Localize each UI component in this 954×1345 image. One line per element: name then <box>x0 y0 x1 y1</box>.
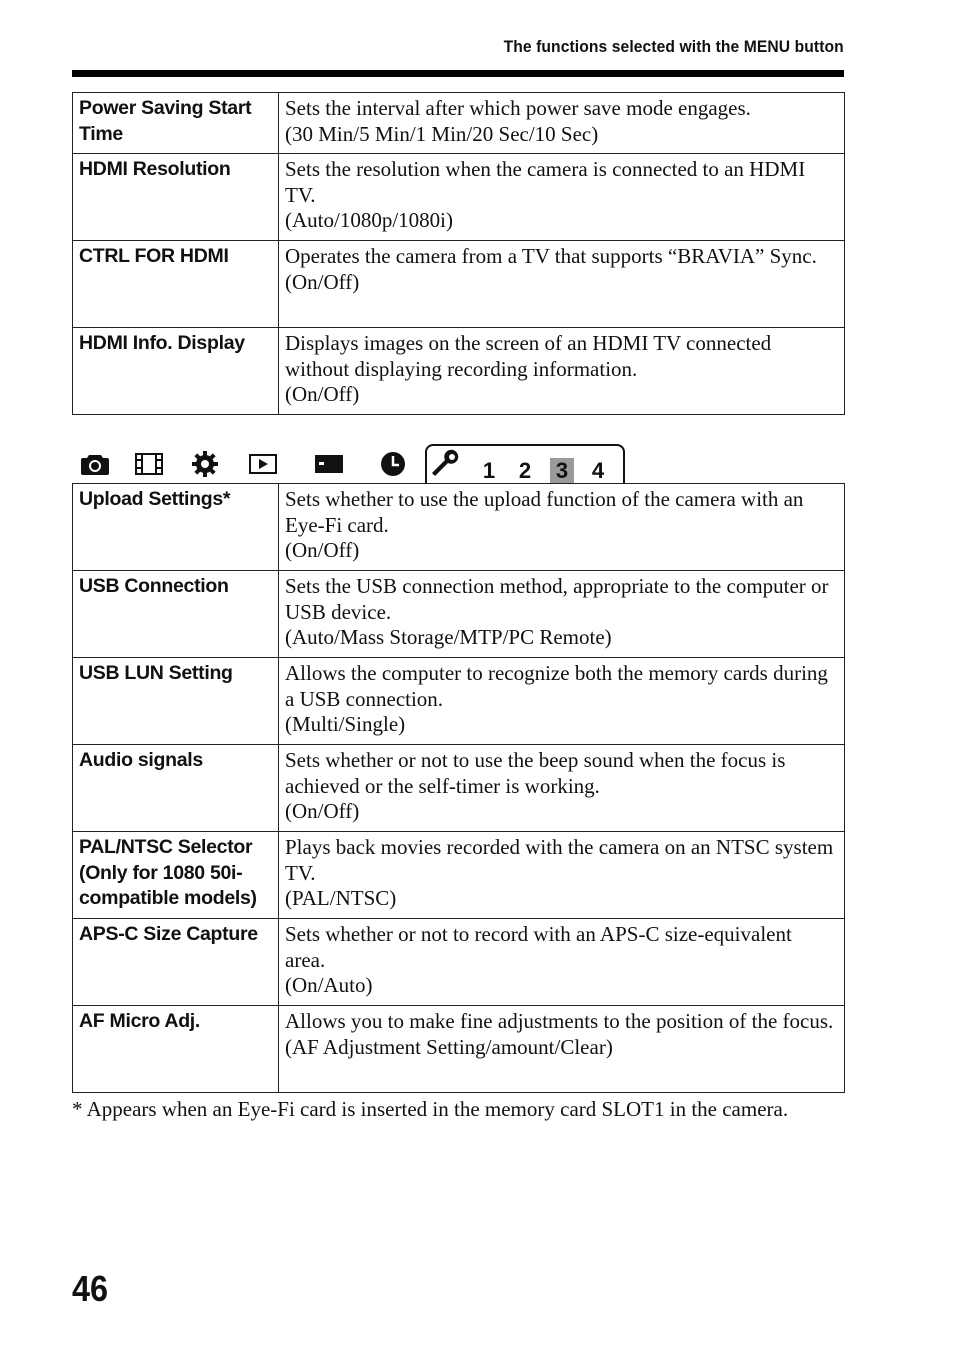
setting-description <box>279 241 845 328</box>
description-text: Sets the resolution when the camera is connected to an HDMI TV. <box>285 157 806 207</box>
description-text: Sets the USB connection method, appropriate to the computer or USB device. <box>285 574 829 624</box>
description-options: (Auto/Mass Storage/MTP/PC Remote) <box>285 625 612 650</box>
page-tab-4[interactable]: 4 <box>591 458 605 483</box>
table-row <box>73 93 845 154</box>
table-row <box>73 241 845 328</box>
setting-description <box>279 745 845 832</box>
table-row <box>73 745 845 832</box>
description-text: Sets the interval after which power save mode engages. <box>285 96 751 120</box>
page-tab-1[interactable]: 1 <box>482 458 496 483</box>
table-row <box>73 484 845 571</box>
description-options: (On/Off) <box>285 269 360 294</box>
setup-tab[interactable] <box>425 444 625 484</box>
movie-film-icon <box>132 450 166 478</box>
gear-icon <box>188 450 222 478</box>
settings-table-hdmi <box>72 92 845 415</box>
description-text: Operates the camera from a TV that supports “BRAVIA” Sync. <box>285 244 817 268</box>
running-header: The functions selected with the MENU button <box>503 37 844 56</box>
setting-description <box>279 93 845 154</box>
clock-icon <box>376 450 410 478</box>
table-row <box>73 832 845 919</box>
description-text: Allows you to make fine adjustments to the position of the focus. <box>285 1009 834 1033</box>
setting-description <box>279 571 845 658</box>
setting-name: USB Connection <box>73 571 279 658</box>
description-text: Allows the computer to recognize both the memory cards during a USB connection. <box>285 661 828 711</box>
memory-card-icon <box>312 450 346 478</box>
setting-description <box>279 328 845 415</box>
setting-description <box>279 1006 845 1093</box>
menu-tab-bar <box>72 440 632 484</box>
description-text: Plays back movies recorded with the camera on an NTSC system TV. <box>285 835 834 885</box>
setting-name: Audio signals <box>73 745 279 832</box>
description-options: (AF Adjustment Setting/amount/Clear) <box>285 1034 613 1059</box>
footnote: * Appears when an Eye-Fi card is inserted in the memory card SLOT1 in the camera. <box>72 1097 789 1121</box>
page-tab-3[interactable]: 3 <box>550 458 574 484</box>
wrench-icon <box>429 450 463 478</box>
setting-name: HDMI Resolution <box>73 154 279 241</box>
description-options: (30 Min/5 Min/1 Min/20 Sec/10 Sec) <box>285 121 599 146</box>
setting-name: PAL/NTSC Selector (Only for 1080 50i-compatible models) <box>73 832 279 919</box>
description-options: (On/Auto) <box>285 973 373 998</box>
description-options: (On/Off) <box>285 538 360 563</box>
description-options: (Multi/Single) <box>285 712 406 737</box>
setting-name: USB LUN Setting <box>73 658 279 745</box>
setting-description <box>279 919 845 1006</box>
settings-table-setup-3 <box>72 483 845 1093</box>
description-options: (Auto/1080p/1080i) <box>285 208 453 233</box>
description-options: (On/Off) <box>285 799 360 824</box>
setting-name: CTRL FOR HDMI <box>73 241 279 328</box>
table-row <box>73 154 845 241</box>
setting-description <box>279 658 845 745</box>
setting-description <box>279 484 845 571</box>
page-tab-2[interactable]: 2 <box>518 458 532 483</box>
setting-name: Power Saving Start Time <box>73 93 279 154</box>
table-row <box>73 919 845 1006</box>
table-row <box>73 1006 845 1093</box>
description-text: Sets whether or not to record with an APS-C size-equivalent area. <box>285 922 792 972</box>
setting-name: APS-C Size Capture <box>73 919 279 1006</box>
description-options: (On/Off) <box>285 382 360 407</box>
setting-name: HDMI Info. Display <box>73 328 279 415</box>
description-text: Sets whether to use the upload function of the camera with an Eye-Fi card. <box>285 487 804 537</box>
header-rule <box>72 70 844 77</box>
description-text: Displays images on the screen of an HDMI TV connected without displaying recording information. <box>285 331 772 381</box>
description-options: (PAL/NTSC) <box>285 886 397 911</box>
setting-name: AF Micro Adj. <box>73 1006 279 1093</box>
playback-icon <box>246 450 280 478</box>
page-number: 46 <box>72 1268 109 1309</box>
table-row <box>73 658 845 745</box>
setting-name: Upload Settings* <box>73 484 279 571</box>
table-row <box>73 571 845 658</box>
description-text: Sets whether or not to use the beep sound when the focus is achieved or the self-timer is working. <box>285 748 786 798</box>
camera-icon <box>78 450 112 478</box>
setting-description <box>279 832 845 919</box>
table-row <box>73 328 845 415</box>
setting-description <box>279 154 845 241</box>
